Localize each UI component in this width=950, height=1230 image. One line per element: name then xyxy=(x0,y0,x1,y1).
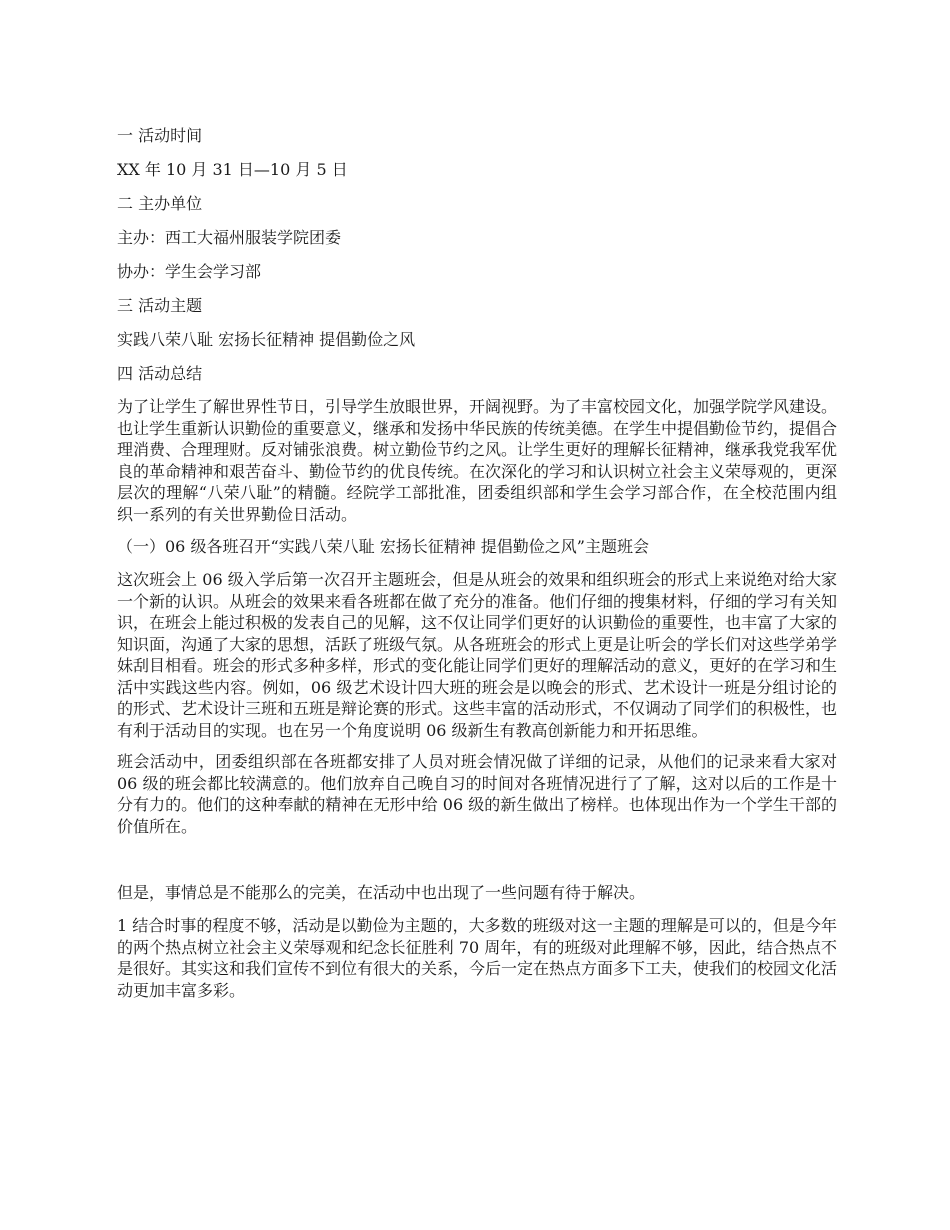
heading-theme: 三 活动主题 xyxy=(117,296,203,315)
heading-summary: 四 活动总结 xyxy=(117,364,203,383)
blank-gap xyxy=(117,847,837,881)
host-line: 主办：西工大福州服装学院团委 xyxy=(117,228,342,247)
activity-date: XX 年 10 月 31 日—10 月 5 日 xyxy=(117,160,348,179)
co-host-line: 协办：学生会学习部 xyxy=(117,262,262,281)
heading-activity-time: 一 活动时间 xyxy=(117,126,203,145)
summary-intro-paragraph: 为了让学生了解世界性节日，引导学生放眼世界，开阔视野。为了丰富校园文化，加强学院学风建设。也让学生重新认识勤俭的重要意义，继承和发扬中华民族的传统美德。在学生中提倡勤俭节约，提倡合理消费、合理理财。反对铺张浪费。树立勤俭节约之风。让学生更好的理解长征精神，继承我党我军优良的革命精神和艰苦奋斗、勤俭节约的优良传统。在次深化的学习和认识树立社会主义荣辱观的，更深层次的理解“八荣八耻”的精髓。经院学工部批准，团委组织部和学生会学习部合作，在全校范围内组织一系列的有关世界勤俭日活动。 xyxy=(117,397,838,524)
heading-organizer: 二 主办单位 xyxy=(117,194,203,213)
problem-one-paragraph: 1 结合时事的程度不够，活动是以勤俭为主题的，大多数的班级对这一主题的理解是可以的，但是今年的两个热点树立社会主义荣辱观和纪念长征胜利 70 周年，有的班级对此理解不够，因此，结合热点不是很好。其实这和我们宣传不到位有很大的关系，今后一定在热点方面多下工夫，使我们的校园文化活动更加丰富多彩。 xyxy=(117,916,838,1000)
problems-intro-line: 但是，事情总是不能那么的完美，在活动中也出现了一些问题有待于解决。 xyxy=(117,883,646,902)
subheading-class-meeting: （一）06 级各班召开“实践八荣八耻 宏扬长征精神 提倡勤俭之风”主题班会 xyxy=(117,537,649,556)
theme-line: 实践八荣八耻 宏扬长征精神 提倡勤俭之风 xyxy=(117,330,416,349)
class-meeting-paragraph: 这次班会上 06 级入学后第一次召开主题班会，但是从班会的效果和组织班会的形式上来说绝对给大家一个新的认识。从班会的效果来看各班都在做了充分的准备。他们仔细的搜集材料，仔细的学习有关知识，在班会上能过积极的发表自己的见解，这不仅让同学们更好的认识勤俭的重要性，也丰富了大家的知识面，沟通了大家的思想，活跃了班级气氛。从各班班会的形式上更是让听会的学长们对这些学弟学妹刮目相看。班会的形式多种多样，形式的变化能让同学们更好的理解活动的意义，更好的在学习和生活中实践这些内容。例如，06 级艺术设计四大班的班会是以晚会的形式、艺术设计一班是分组讨论的的形式、艺术设计三班和五班是辩论赛的形式。这些丰富的活动形式，不仅调动了同学们的积极性，也有利于活动目的实现。也在另一个角度说明 06 级新生有教高创新能力和开拓思维。 xyxy=(117,570,838,740)
supervision-paragraph: 班会活动中，团委组织部在各班都安排了人员对班会情况做了详细的记录，从他们的记录来看大家对 06 级的班会都比较满意的。他们放弃自己晚自习的时间对各班情况进行了了解，这对以后的工作是十分有力的。他们的这种奉献的精神在无形中给 06 级的新生做出了榜样。也体现出作为一个学生干部的价值所在。 xyxy=(117,752,837,836)
document-body xyxy=(117,124,837,1011)
